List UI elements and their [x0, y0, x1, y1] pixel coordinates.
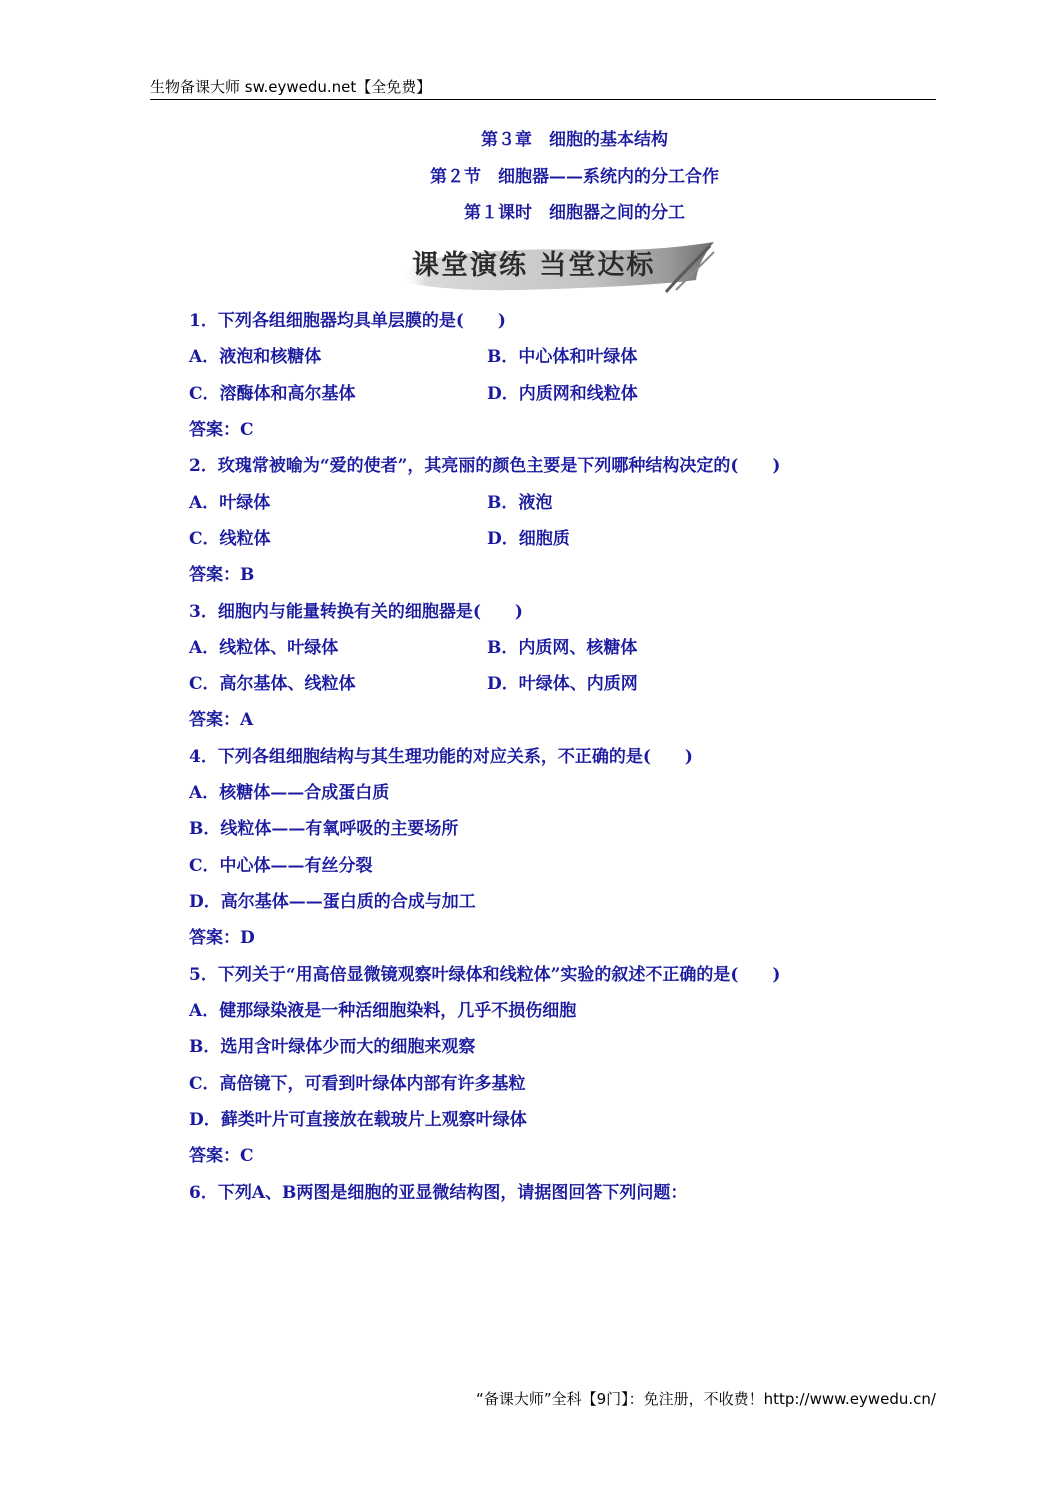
question-3-option-c: C．高尔基体、线粒体	[189, 674, 356, 694]
question-1-option-d: D．内质网和线粒体	[487, 384, 638, 404]
section-title: 第２节 细胞器——系统内的分工合作	[430, 167, 719, 187]
question-5-option-d: D．藓类叶片可直接放在载玻片上观察叶绿体	[189, 1110, 527, 1130]
lesson-title: 第１课时 细胞器之间的分工	[464, 203, 685, 223]
question-1-option-c: C．溶酶体和高尔基体	[189, 384, 356, 404]
question-5-option-b: B．选用含叶绿体少而大的细胞来观察	[189, 1037, 476, 1057]
question-2-option-a: A．叶绿体	[189, 493, 271, 513]
question-2-option-d: D．细胞质	[487, 529, 570, 549]
question-4-option-b: B．线粒体——有氧呼吸的主要场所	[189, 819, 459, 839]
question-4-option-a: A．核糖体——合成蛋白质	[189, 783, 390, 803]
question-3-answer: 答案：A	[189, 710, 254, 730]
question-6-stem: 6．下列A、B两图是细胞的亚显微结构图，请据图回答下列问题：	[189, 1183, 688, 1203]
question-2-option-b: B．液泡	[487, 493, 553, 513]
chapter-title: 第３章 细胞的基本结构	[481, 130, 668, 150]
question-5-stem: 5．下列关于“用高倍显微镜观察叶绿体和线粒体”实验的叙述不正确的是( )	[189, 965, 781, 985]
question-4-stem: 4．下列各组细胞结构与其生理功能的对应关系，不正确的是( )	[189, 747, 693, 767]
question-1-option-a: A．液泡和核糖体	[189, 347, 322, 367]
question-4-option-c: C．中心体——有丝分裂	[189, 856, 373, 876]
question-5-option-a: A．健那绿染液是一种活细胞染料，几乎不损伤细胞	[189, 1001, 577, 1021]
question-5-answer: 答案：C	[189, 1146, 254, 1166]
question-1-stem: 1．下列各组细胞器均具单层膜的是( )	[189, 311, 506, 331]
page-footer: “备课大师”全科【9门】：免注册，不收费！http://www.eywedu.cn/	[476, 1390, 936, 1408]
page-header: 生物备课大师 sw.eywedu.net【全免费】	[150, 78, 432, 96]
question-2-answer: 答案：B	[189, 565, 255, 585]
question-3-option-a: A．线粒体、叶绿体	[189, 638, 339, 658]
question-3-option-b: B．内质网、核糖体	[487, 638, 638, 658]
question-4-answer: 答案：D	[189, 928, 255, 948]
question-2-option-c: C．线粒体	[189, 529, 271, 549]
question-3-option-d: D．叶绿体、内质网	[487, 674, 638, 694]
question-4-option-d: D．高尔基体——蛋白质的合成与加工	[189, 892, 476, 912]
exercise-banner	[398, 234, 718, 298]
question-1-answer: 答案：C	[189, 420, 254, 440]
question-1-option-b: B．中心体和叶绿体	[487, 347, 638, 367]
question-3-stem: 3．细胞内与能量转换有关的细胞器是( )	[189, 602, 523, 622]
question-2-stem: 2．玫瑰常被喻为“爱的使者”，其亮丽的颜色主要是下列哪种结构决定的( )	[189, 456, 781, 476]
header-divider	[150, 99, 936, 100]
question-5-option-c: C．高倍镜下，可看到叶绿体内部有许多基粒	[189, 1074, 526, 1094]
banner-label: 课堂演练 当堂达标	[412, 250, 656, 281]
